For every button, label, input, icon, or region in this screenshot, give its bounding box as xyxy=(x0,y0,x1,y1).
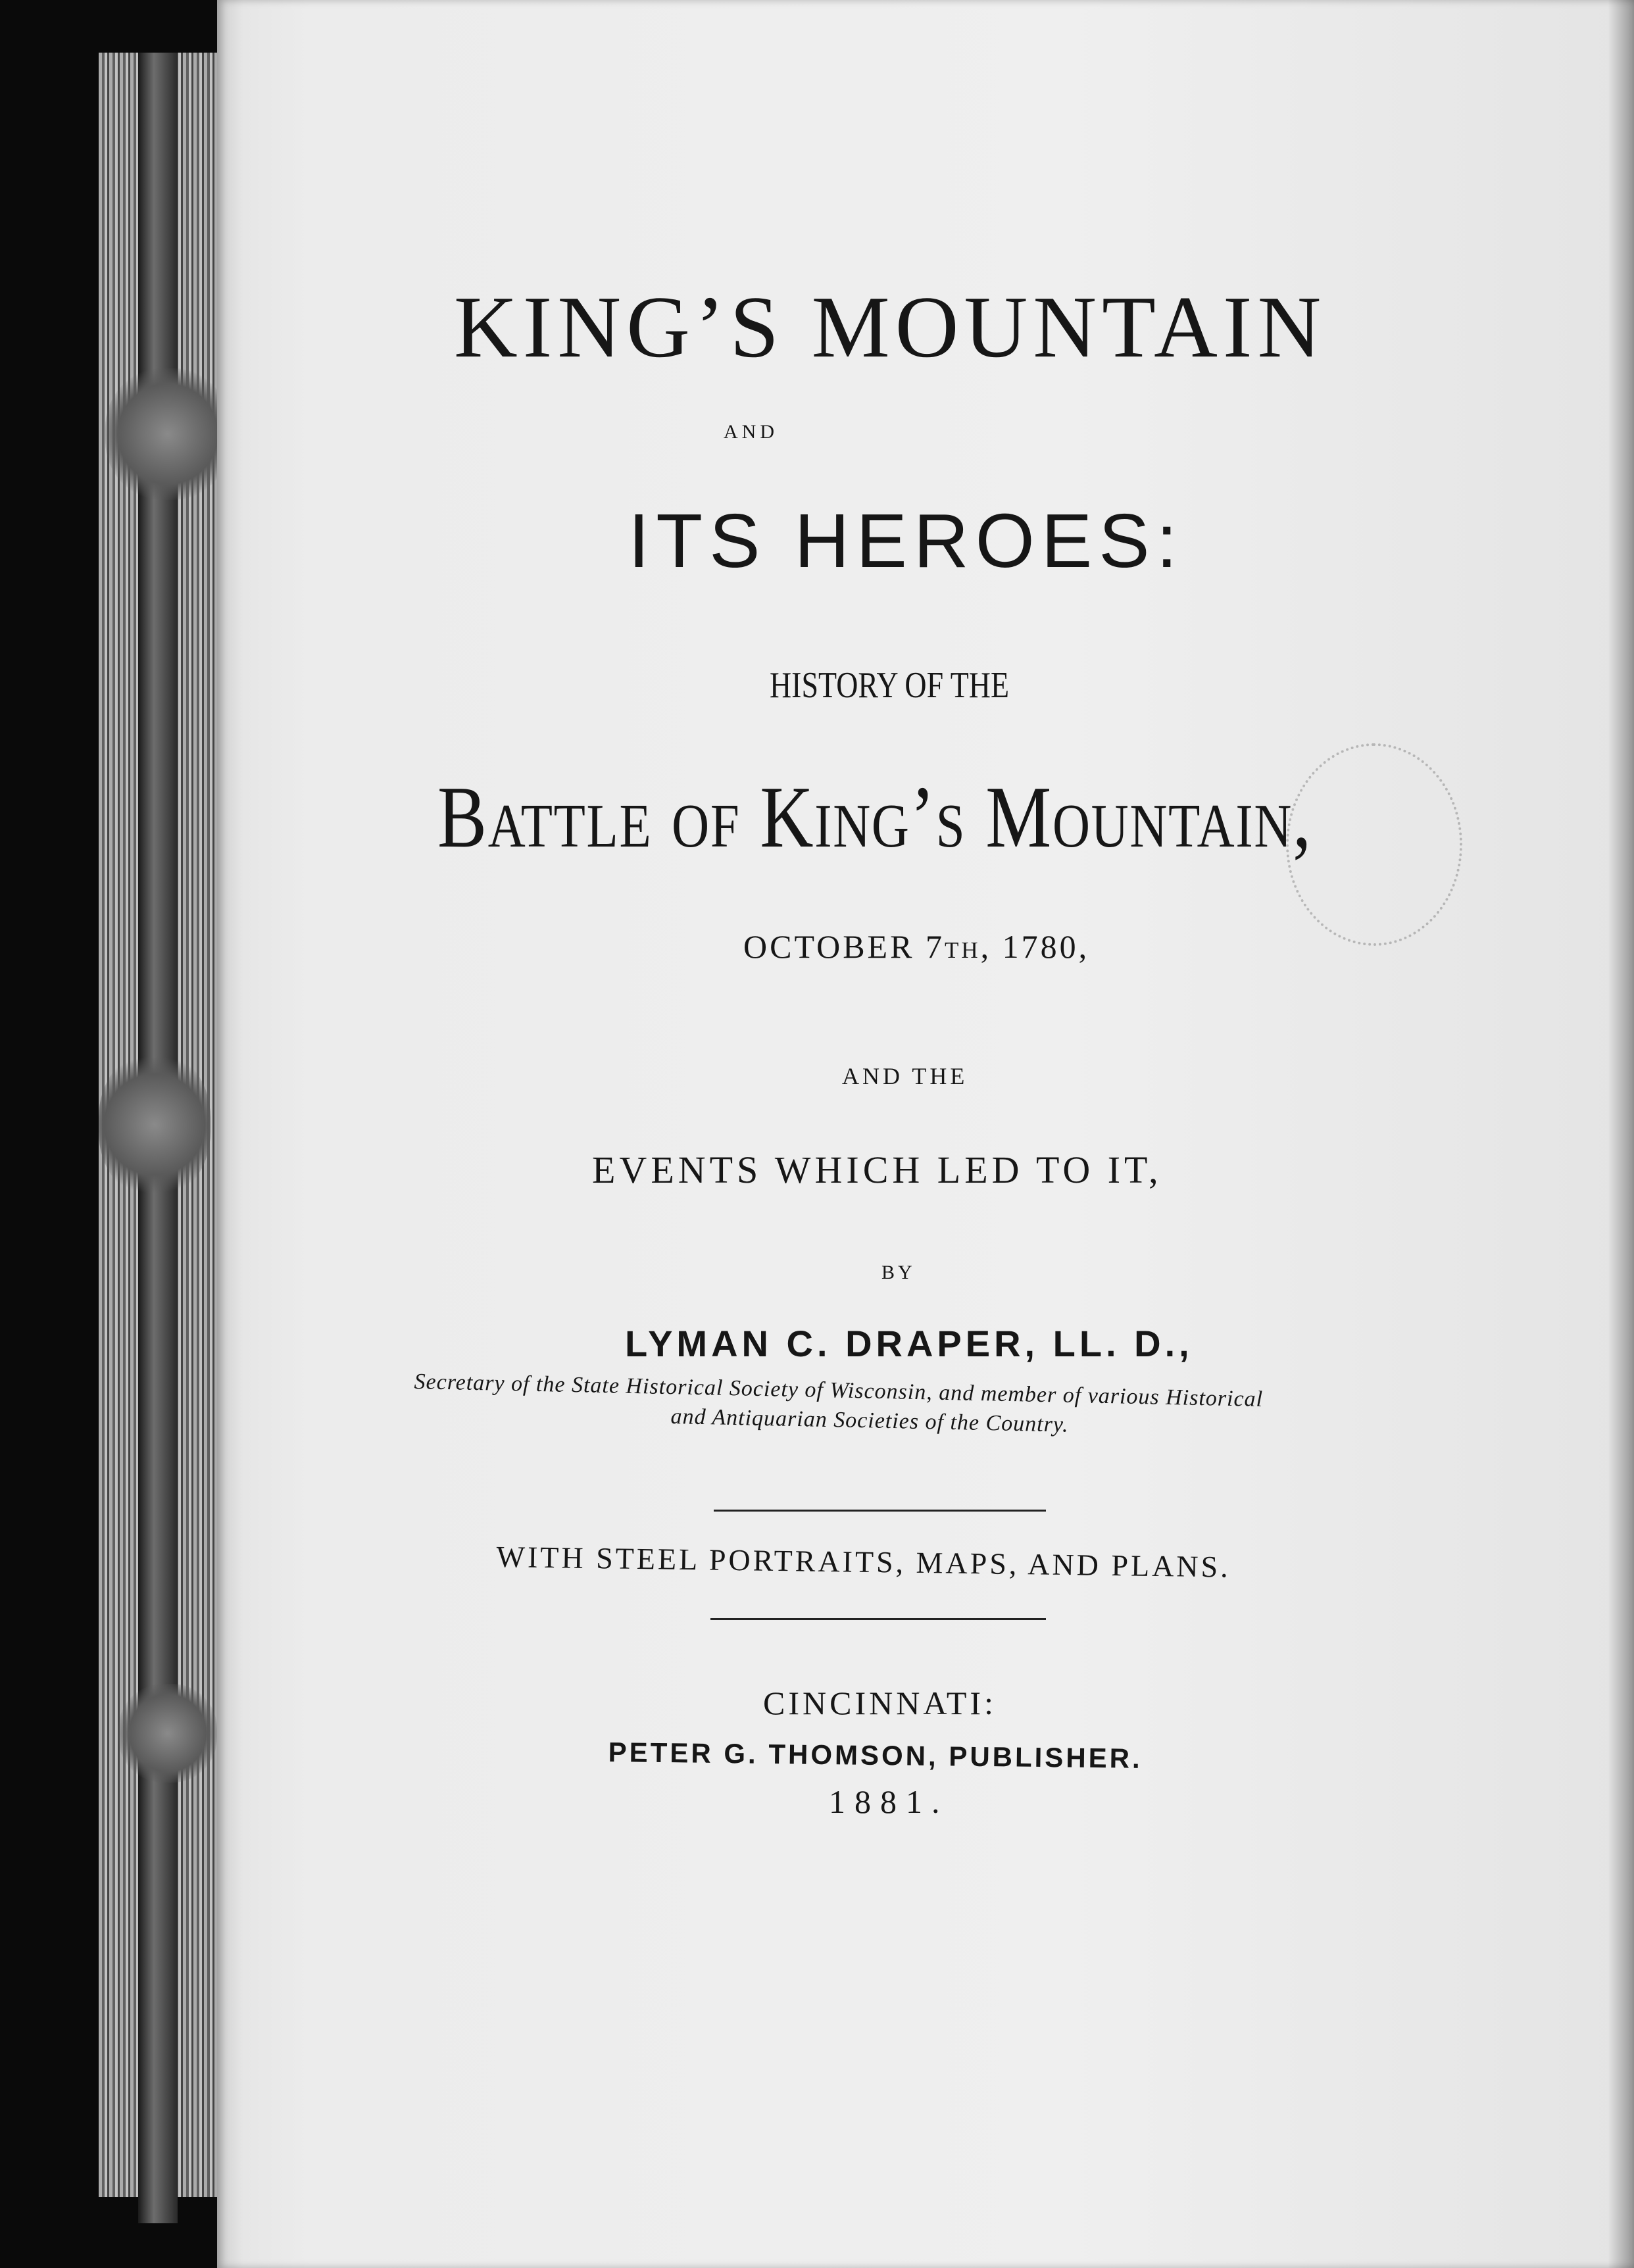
connector-and: AND xyxy=(724,421,778,443)
library-stamp xyxy=(1286,743,1462,946)
subtitle: ITS HEROES: xyxy=(628,498,1184,583)
illustrations-note: WITH STEEL PORTRAITS, MAPS, AND PLANS. xyxy=(496,1540,1231,1584)
events-line: EVENTS WHICH LED TO IT, xyxy=(592,1148,1162,1191)
binding-fray xyxy=(99,1052,210,1197)
author-credentials-line-2: and Antiquarian Societies of the Country. xyxy=(670,1404,1069,1437)
publisher-name: PETER G. THOMSON, PUBLISHER. xyxy=(608,1737,1143,1774)
by-line: BY xyxy=(881,1262,916,1283)
author-credentials-line-1: Secretary of the State Historical Society of Wisconsin, and member of various Historical xyxy=(414,1369,1264,1412)
main-title: KING’S MOUNTAIN xyxy=(454,278,1327,376)
battle-title: Battle of King’s Mountain, xyxy=(437,768,1312,866)
publication-year: 1881. xyxy=(829,1783,949,1820)
publication-city: CINCINNATI: xyxy=(763,1685,997,1721)
author-name: LYMAN C. DRAPER, LL. D., xyxy=(625,1323,1193,1364)
divider-rule-top xyxy=(714,1510,1046,1512)
history-line: HISTORY OF THE xyxy=(770,665,1010,706)
connector-and-the: AND THE xyxy=(842,1063,968,1089)
binding-fray xyxy=(118,1684,217,1783)
battle-date: OCTOBER 7th, 1780, xyxy=(743,928,1090,965)
binding-fray xyxy=(105,368,230,500)
page-edge-shadow xyxy=(1608,0,1634,2268)
divider-rule-bottom xyxy=(710,1618,1046,1620)
